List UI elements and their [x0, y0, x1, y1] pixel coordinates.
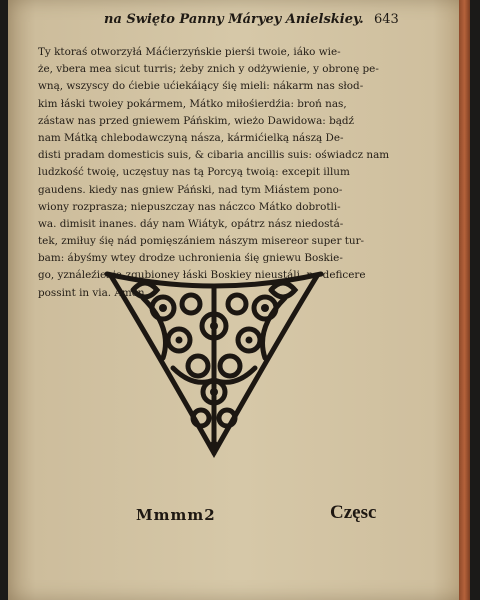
text-line: zástaw nas przed gniewem Páńskim, wieżo Dawidowa: bądź	[38, 114, 355, 127]
page-footer	[8, 500, 470, 530]
page-number: 643	[374, 12, 399, 27]
text-line: bam: ábyśmy wtey drodze uchronienia śię gniewu Boskie-	[38, 252, 343, 265]
catchword: Częsc	[330, 502, 377, 523]
running-head: na Swięto Panny Máryey Anielskiey.	[104, 12, 364, 27]
text-line: że, vbera mea sicut turris; żeby znich y odżywienie, y obronę pe-	[38, 63, 379, 76]
signature-mark: Mmmm2	[136, 506, 216, 524]
text-line: Ty ktoraś otworzyłá Máćierzyńskie pierśi twoie, iáko wie-	[38, 46, 341, 58]
page-header	[104, 12, 464, 32]
body-text	[38, 44, 423, 302]
text-line: nam Mátką chlebodawczyną násza, kármićielką nászą De-	[38, 131, 344, 144]
fleuron-ornament-icon	[103, 268, 325, 460]
text-line: tek, zmiłuy śię nád pomięszániem nászym misereor super tur-	[38, 235, 365, 248]
text-line: gaudens. kiedy nas gniew Páński, nad tym Miástem pono-	[38, 183, 343, 196]
text-line: disti pradam domesticis suis, & cibaria ancillis suis: oświadcz nam	[38, 149, 390, 162]
text-line: wiony rozprasza; niepuszczay nas náczco Mátko dobrotli-	[38, 200, 341, 213]
text-line: possint in via. Amen.	[38, 286, 148, 299]
text-line: wa. dimisit inanes. dáy nam Wiátyk, opátrz nász niedostá-	[38, 217, 344, 230]
text-line: ludzkość twoię, uczęstuy nas tą Porcyą twoią: excepit illum	[38, 166, 350, 179]
text-line: go, yználeźienia zgubioney łáski Boskiey nieustáli. ne deficere	[38, 269, 366, 282]
text-line: kim łáski twoiey pokármem, Mátko miłośierdźia: broń nas,	[38, 97, 347, 110]
text-line: wną, wszyscy do ćiebie ućiekáiący śię mieli: nákarm nas słod-	[38, 80, 364, 93]
book-page	[8, 0, 470, 600]
